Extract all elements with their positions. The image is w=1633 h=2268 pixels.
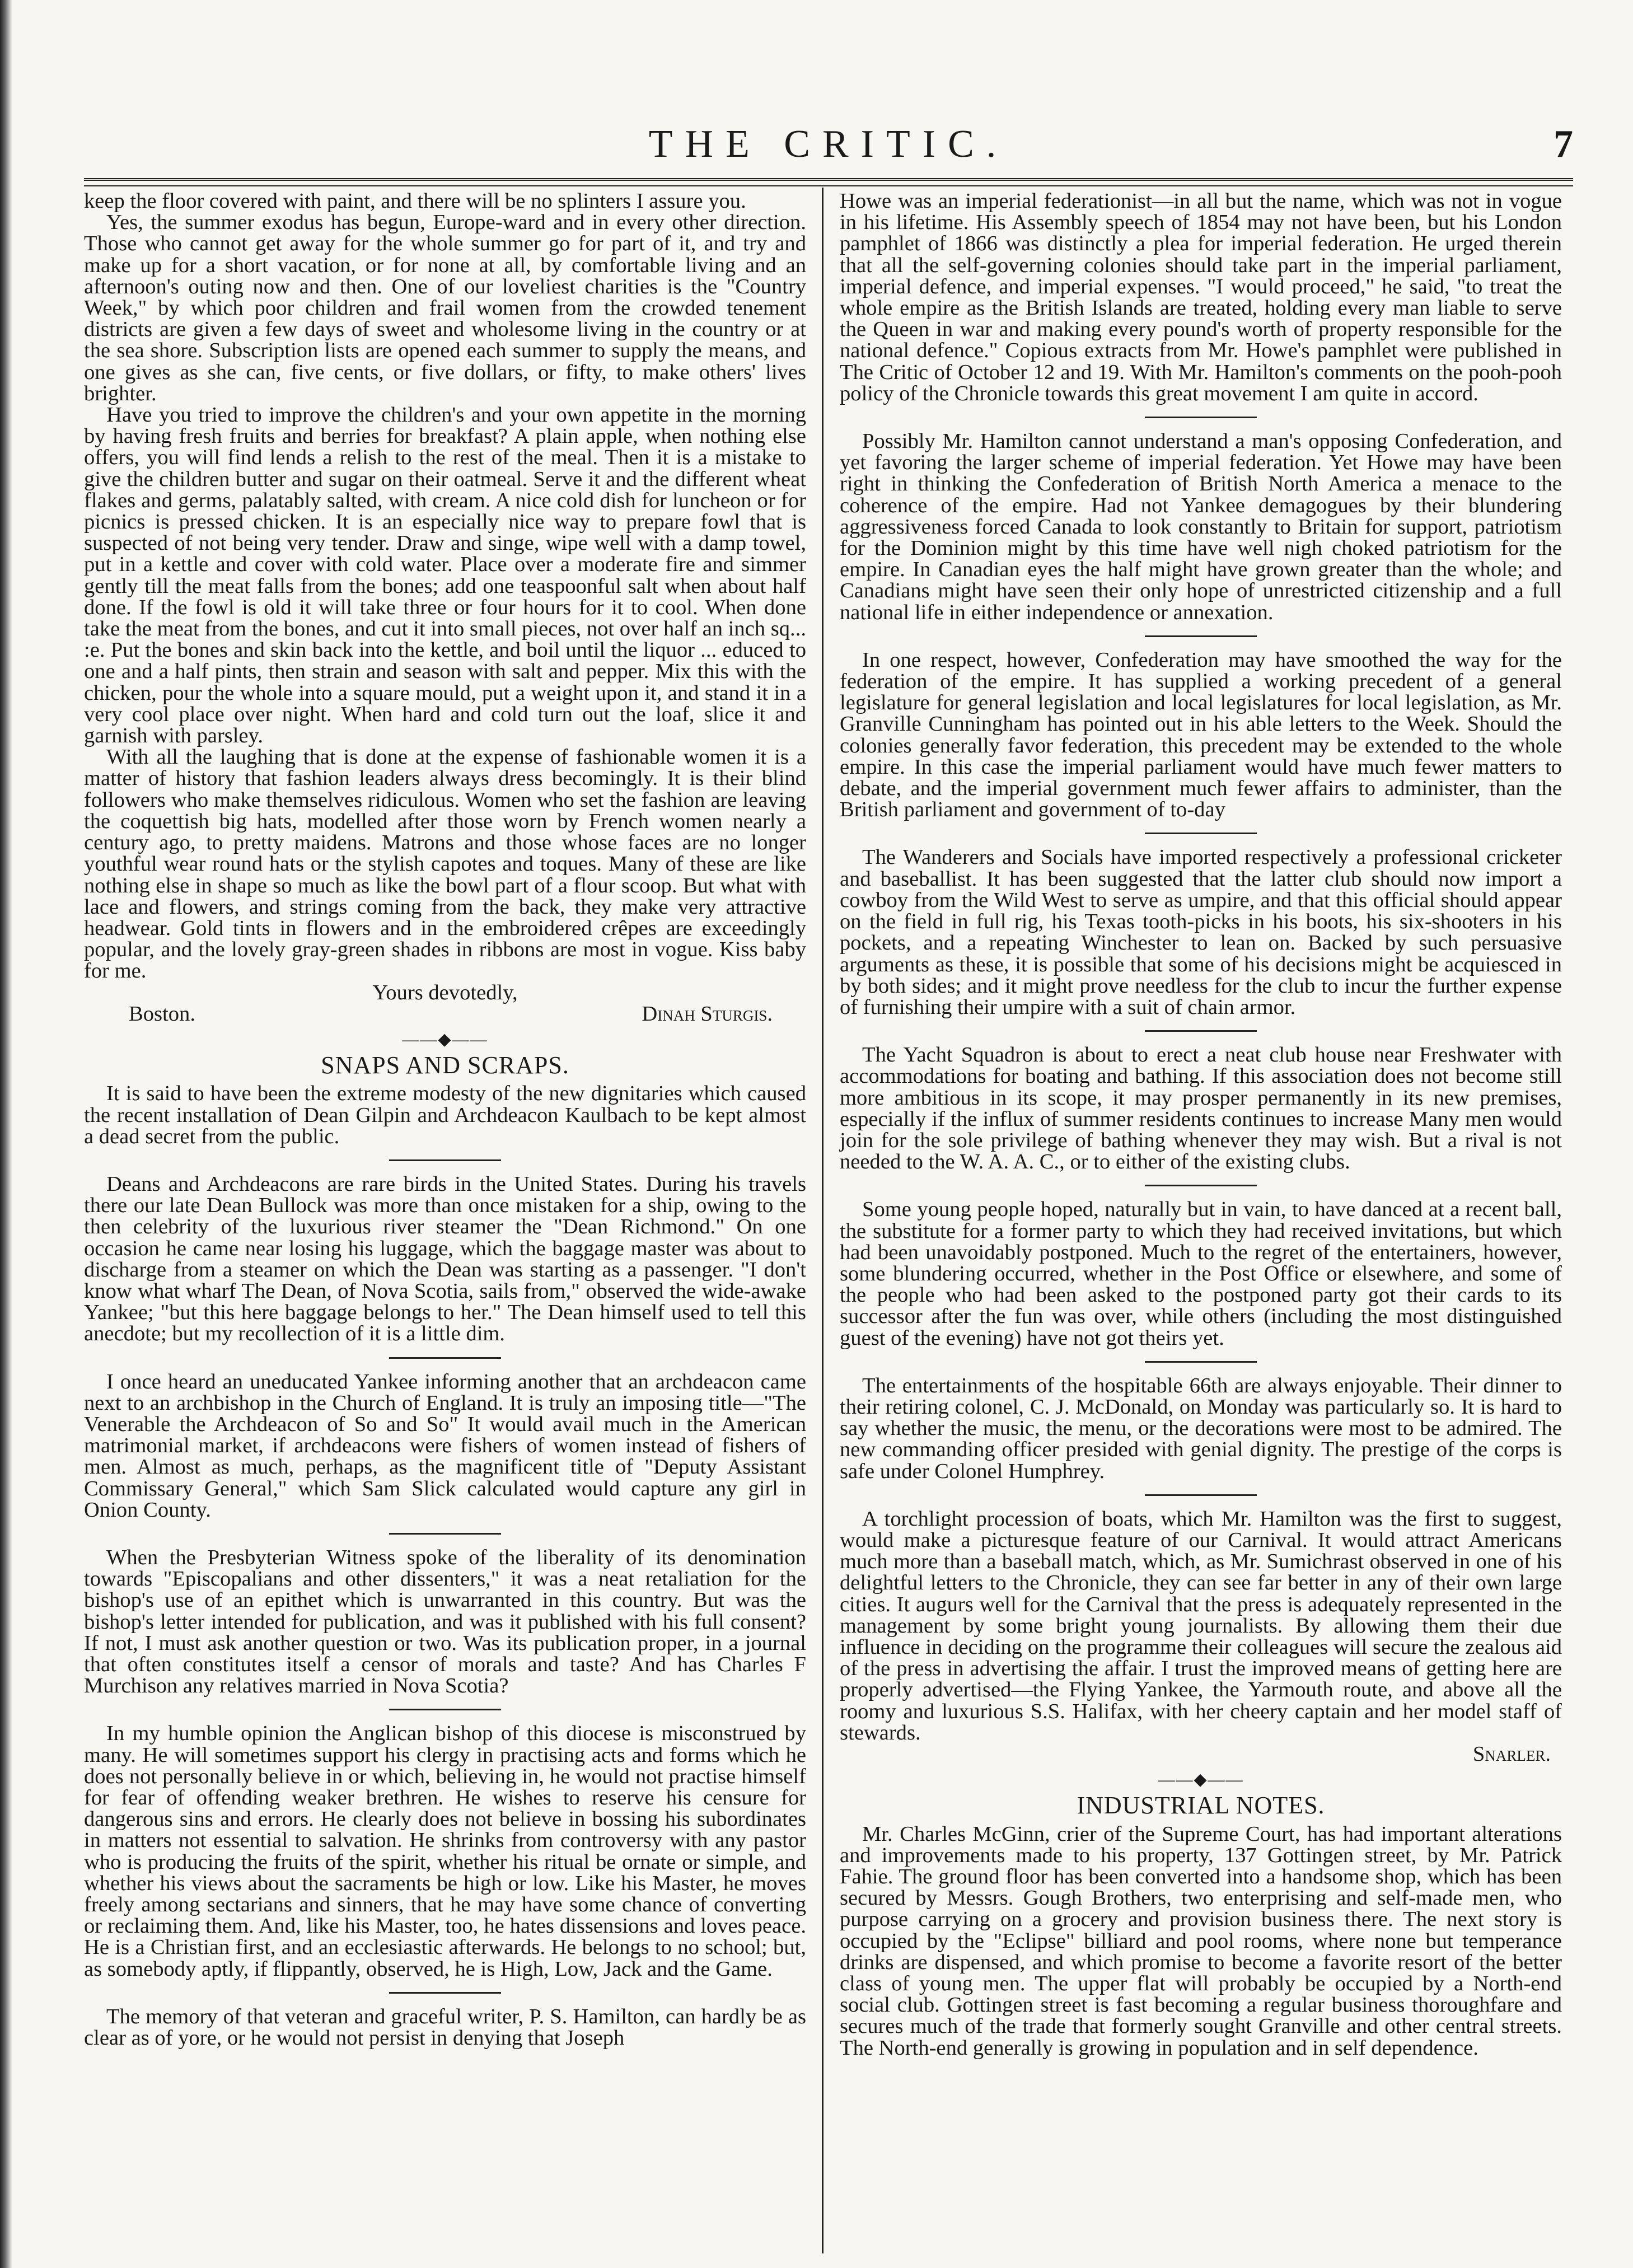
article-paragraph: Howe was an imperial federationist—in all but the name, which was not in vogue in his lifetime. His Assembly speech of 1854 may not have been, but his London pamphlet of 1866 was distinctly a plea for imperial federation. He urged therein that all the self-governing colonies should take part in the imperial parliament, imperial defence, and imperial expenses. "I would proceed," he said, "to treat the whole empire as the British Islands are treated, holding every man liable to serve the Queen in war and making every pound's worth of property responsible for the national defence." Copious extracts from Mr. Howe's pamphlet were published in The Critic of October 12 and 19. With Mr. Hamilton's comments on the pooh-pooh policy of the Chronicle towards this great movement I am quite in accord. — [840, 189, 1562, 405]
article-paragraph: Have you tried to improve the children's and your own appetite in the morning by having fresh fruits and berries for breakfast? A plain apple, when nothing else offers, you will find lends a relish to the rest of the meal. Then it is a mistake to give the children butter and sugar on their oatmeal. Serve it and the different wheat flakes and germs, palatably salted, with cream. A nice cold dish for luncheon or for picnics is pressed chicken. It is an especially nice way to prepare fowl that is suspected of not being very tender. Draw and singe, wipe well with a damp towel, put in a kettle and cover with cold water. Place over a moderate fire and simmer gently till the meat falls from the bones; add one teaspoonful salt when about half done. If the fowl is old it will take three or four hours for it to cool. When done take the meat from the bones, and cut it into small pieces, not over half an inch sq... :e. Put the bones and skin back into the kettle, and boil until the liquor ... educed to one and a half pints, then strain and season with salt and pepper. Mix this with the chicken, pour the whole into a square mould, put a weight upon it, and stand it in a very cool place over night. When hard and cold turn out the loaf, slice it and garnish with parsley. — [84, 403, 806, 748]
right-column — [840, 190, 1562, 2059]
section-ornament: ——◆—— — [1158, 1770, 1244, 1789]
article-paragraph: Yes, the summer exodus has begun, Europe-ward and in every other direction. Those who cannot get away for the whole summer go for part of it, and try and make up for a short vacation, or for none at all, by comfortable living and an afternoon's outing now and then. One of our loveliest charities is the "Country Week," by which poor children and frail women from the crowded tenement districts are given a few days of sweet and wholesome living in the country or at the sea shore. Subscription lists are opened each summer to supply the means, and one gives as she can, five cents, or five dollars, or fifty, to make others' lives brighter. — [84, 211, 806, 405]
article-paragraph: When the Presbyterian Witness spoke of the liberality of its denomination towards "Episcopalians and other dissenters," it was a neat retaliation for the bishop's use of an epithet which is unwarranted in this country. But was the bishop's letter intended for publication, and was it published with his full consent? If not, I must ask another question or two. Was its publication proper, in a journal that often constitutes itself a censor of morals and taste? And has Charles F Murchison any relatives married in Nova Scotia? — [84, 1545, 806, 1698]
article-signature: Snarler. — [1472, 1742, 1551, 1766]
page-edge-shadow — [0, 0, 12, 2268]
letter-closing: Yours devotedly, — [372, 980, 518, 1004]
page-number: 7 — [1554, 123, 1573, 166]
article-paragraph: Mr. Charles McGinn, crier of the Supreme Court, has had important alterations and improvements made to his property, 137 Gottingen street, by Mr. Patrick Fahie. The ground floor has been converted into a handsome shop, which has been secured by Messrs. Gough Brothers, two enterprising and self-made men, who purpose carrying on a grocery and provision business there. The next story is occupied by the "Eclipse" billiard and pool rooms, where none but temperance drinks are dispensed, and which promise to become a favorite resort of the better class of young men. The upper flat will probably be occupied by a North-end social club. Gottingen street is fast becoming a regular business thoroughfare and secures much of the trade that formerly sought Granville and other central streets. The North-end generally is growing in population and in self dependence. — [840, 1822, 1562, 2060]
paragraph-separator — [1145, 1185, 1257, 1186]
article-paragraph: With all the laughing that is done at the expense of fashionable women it is a matter of history that fashion leaders always dress becomingly. It is their blind followers who make themselves ridiculous. Women who set the fashion are leaving the coquettish big hats, modelled after those worn by French women nearly a century ago, to pretty maidens. Matrons and those whose faces are no longer youthful wear round hats or the stylish capotes and toques. Many of these are like nothing else in shape so much as like the bowl part of a flour scoop. But what with lace and flowers, and strings coming from the back, they make very attractive headwear. Gold tints in flowers and in the embroidered crêpes are exceedingly popular, and the lovely gray-green shades in ribbons are most in vogue. Kiss baby for me. — [84, 745, 806, 983]
left-column — [84, 190, 806, 2049]
article-paragraph: The Yacht Squadron is about to erect a neat club house near Freshwater with accommodations for boating and bathing. If this association does not become still more ambitious in its scope, it may prosper permanently in its new premises, especially if the influx of summer residents continues to increase Many men would join for the sole privilege of bathing whenever they may wish. But a rival is not needed to the W. A. A. C., or to either of the existing clubs. — [840, 1043, 1562, 1174]
article-paragraph: Possibly Mr. Hamilton cannot understand a man's opposing Confederation, and yet favoring the larger scheme of imperial federation. Yet Howe may have been right in thinking the Confederation of British North America a menace to the coherence of the empire. Had not Yankee demagogues by their blundering aggressiveness forced Canada to look constantly to Britain for support, patriotism for the Dominion might by this time have well nigh choked patriotism for the empire. In Canadian eyes the half might have grown greater than the whole; and Canadians might have seen their only hope of unrestricted citizenship and a full national life in either independence or annexation. — [840, 429, 1562, 624]
article-paragraph: The memory of that veteran and graceful writer, P. S. Hamilton, can hardly be as clear as of yore, or he would not persist in denying that Joseph — [84, 2004, 806, 2050]
article-paragraph: The entertainments of the hospitable 66th are always enjoyable. Their dinner to their retiring colonel, C. J. McDonald, on Monday was particularly so. It is hard to say whether the music, the menu, or the decorations were most to be admired. The new commanding officer presided with genial dignity. The prestige of the corps is safe under Colonel Humphrey. — [840, 1373, 1562, 1483]
article-paragraph: Deans and Archdeacons are rare birds in the United States. During his travels there our late Dean Bullock was more than once mistaken for a ship, owing to the then celebrity of the luxurious river steamer the "Dean Richmond." On one occasion he came near losing his luggage, which the baggage master was about to discharge from a steamer on which the Dean was starting as a passenger. "I don't know what wharf The Dean, of Nova Scotia, sails from," observed the wide-awake Yankee; "but this here baggage belongs to her." The Dean himself used to tell this anecdote; but my recollection of it is a little dim. — [84, 1172, 806, 1346]
paragraph-separator — [389, 1159, 501, 1161]
article-paragraph: In my humble opinion the Anglican bishop of this diocese is misconstrued by many. He will sometimes support his clergy in practising acts and forms which he does not personally believe in or which, believing in, he would not practise himself for fear of offending weaker brethren. He wishes to reserve his censure for dangerous sins and errors. He clearly does not believe in bossing his subordinates in matters not essential to salvation. He shrinks from controversy with any pastor who is producing the fruits of the spirit, whether his ritual be ornate or simple, and whether his views about the sacraments be high or low. Like his Master, he moves freely among sectarians and sinners, that he may have some chance of converting or reclaiming them. And, like his Master, too, he hates dissensions and loves peace. He is a Christian first, and an ecclesiastic afterwards. He belongs to no school; but, as somebody aptly, if flippantly, observed, he is High, Low, Jack and the Game. — [84, 1722, 806, 1981]
section-ornament: ——◆—— — [402, 1030, 488, 1049]
paragraph-separator — [1145, 1030, 1257, 1032]
article-paragraph: I once heard an uneducated Yankee informing another that an archdeacon came next to an archbishop in the Church of England. It is truly an imposing title—"The Venerable the Archdeacon of So and So" It would avail much in the American matrimonial market, if archdeacons were fishers of women instead of fishers of men. Almost as much, perhaps, as the magnificent title of "Deputy Assistant Commissary General," which Sam Slick calculated would capture any girl in Onion County. — [84, 1369, 806, 1522]
column-rule — [822, 188, 823, 2253]
letter-place: Boston. — [129, 1002, 195, 1026]
article-paragraph: A torchlight procession of boats, which Mr. Hamilton was the first to suggest, would make a picturesque feature of our Carnival. It would attract Americans much more than a baseball match, which, as Mr. Sumichrast observed in one of his delightful letters to the Chronicle, they can see far better in any of their own large cities. It augurs well for the Carnival that the press is adequately represented in the management by some bright young journalists. By allowing them their due influence in deciding on the programme their colleagues will secure the zealous aid of the press in advertising the affair. I trust the improved means of getting here are properly advertised—the Flying Yankee, the Yarmouth route, and above all the roomy and luxurious S.S. Halifax, with her cheery captain and her model staff of stewards. — [840, 1507, 1562, 1745]
letter-signature-line — [84, 1003, 806, 1025]
masthead — [84, 122, 1573, 172]
section-heading: INDUSTRIAL NOTES. — [1077, 1792, 1325, 1820]
paragraph-separator — [389, 1709, 501, 1710]
article-paragraph: It is said to have been the extreme modesty of the new dignitaries which caused the recent installation of Dean Gilpin and Archdeacon Kaulbach to be kept almost a dead secret from the public. — [84, 1082, 806, 1148]
article-paragraph: Some young people hoped, naturally but in vain, to have danced at a recent ball, the substitute for a former party to which they had received invitations, but which had been unavoidably postponed. Much to the regret of the entertainers, however, some blundering occurred, whether in the Post Office or elsewhere, and some of the people who had been asked to the postponed party got their cards to its successor after the fun was over, while others (including the most distinguished guest of the evening) have not got theirs yet. — [840, 1198, 1562, 1350]
letter-signature: Dinah Sturgis. — [642, 1002, 773, 1026]
paragraph-separator — [1145, 1494, 1257, 1496]
paragraph-separator — [1145, 635, 1257, 637]
newspaper-title: THE CRITIC. — [648, 123, 1009, 166]
article-paragraph: In one respect, however, Confederation may have smoothed the way for the federation of the empire. It has supplied a working precedent of a general legislature for general legislation and local legislatures for local legislation, as Mr. Granville Cunningham has pointed out in his able letters to the Week. Should the colonies generally favor federation, this precedent may be extended to the whole empire. In this case the imperial parliament would have much fewer matters to debate, and the imperial government much fewer affairs to administer, than the British parliament and government of to-day — [840, 648, 1562, 822]
paragraph-separator — [1145, 1361, 1257, 1363]
paragraph-separator — [1145, 833, 1257, 834]
paragraph-separator — [389, 1357, 501, 1359]
paragraph-separator — [389, 1533, 501, 1535]
paragraph-separator — [389, 1992, 501, 1994]
paragraph-separator — [1145, 417, 1257, 418]
article-paragraph: The Wanderers and Socials have imported respectively a professional cricketer and baseballist. It has been suggested that the latter club should now import a cowboy from the Wild West to serve as umpire, and that this official should appear on the field in full rig, his Texas tooth-picks in his boots, his six-shooters in his pockets, and a repeating Winchester to lean on. Backed by such persuasive arguments as these, it is possible that some of his decisions might be acquiesced in by both sides; and it might prove needless for the club to incur the further expense of furnishing their umpire with a suit of chain armor. — [840, 845, 1562, 1019]
section-heading: SNAPS AND SCRAPS. — [321, 1051, 569, 1079]
masthead-rule — [84, 178, 1573, 186]
article-paragraph: keep the floor covered with paint, and there will be no splinters I assure you. — [84, 189, 746, 213]
